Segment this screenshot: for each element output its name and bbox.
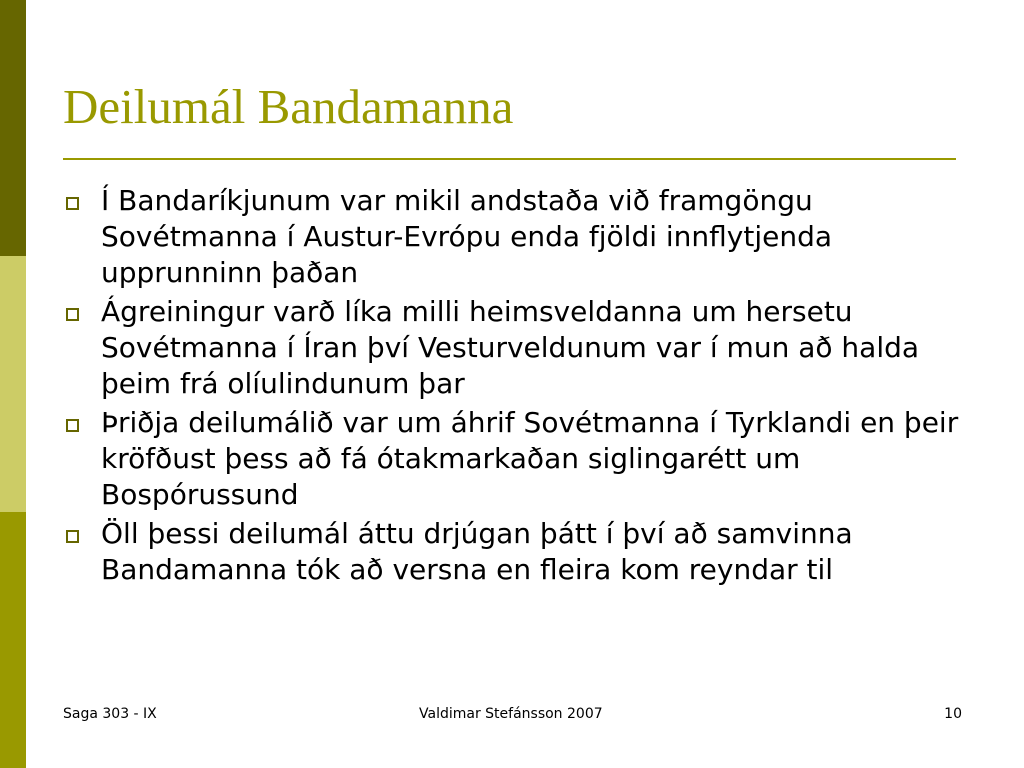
slide-title: Deilumál Bandamanna xyxy=(63,79,514,134)
bullet-text: Í Bandaríkjunum var mikil andstaða við framgöngu Sovétmanna í Austur-Evrópu enda fjöldi innflytjenda upprunninn þaðan xyxy=(101,184,833,289)
footer-course-label: Saga 303 - IX xyxy=(63,706,157,722)
bullet-text: Þriðja deilumálið var um áhrif Sovétmanna í Tyrklandi en þeir kröfðust þess að fá ótakmarkaðan siglingarétt um Bospórussund xyxy=(101,406,959,511)
footer-author: Valdimar Stefánsson 2007 xyxy=(419,706,603,722)
square-bullet-icon xyxy=(66,530,79,543)
bullet-list xyxy=(63,183,963,591)
bullet-item xyxy=(63,183,963,291)
slide-number: 10 xyxy=(944,706,962,722)
square-bullet-icon xyxy=(66,308,79,321)
bullet-item xyxy=(63,516,963,588)
title-divider xyxy=(63,158,956,160)
side-bar-dark-segment xyxy=(0,0,26,256)
bullet-text: Ágreiningur varð líka milli heimsveldanna um hersetu Sovétmanna í Íran því Vesturveldunum var í mun að halda þeim frá olíulindunum þar xyxy=(101,295,920,400)
square-bullet-icon xyxy=(66,419,79,432)
bullet-item xyxy=(63,294,963,402)
bullet-item xyxy=(63,405,963,513)
bullet-text: Öll þessi deilumál áttu drjúgan þátt í því að samvinna Bandamanna tók að versna en fleira kom reyndar til xyxy=(101,517,853,586)
side-bar-mid-segment xyxy=(0,512,26,768)
side-bar-light-segment xyxy=(0,256,26,512)
square-bullet-icon xyxy=(66,197,79,210)
